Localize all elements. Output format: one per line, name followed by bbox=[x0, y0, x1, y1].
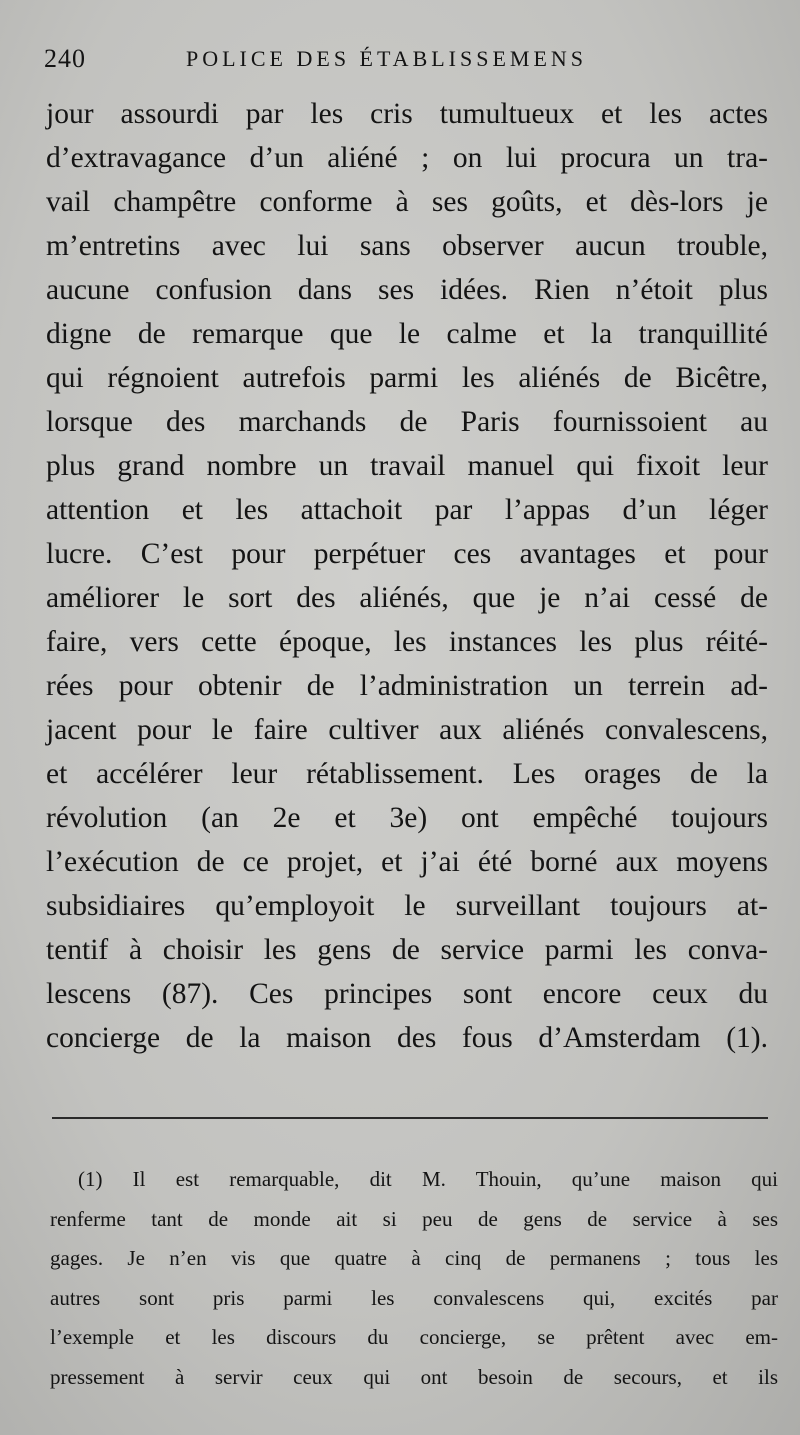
text-line: lescens (87). Ces principes sont encore ceux du bbox=[46, 978, 768, 1010]
text-line: vail champêtre conforme à ses goûts, et dès-lors je bbox=[46, 186, 768, 218]
main-text bbox=[46, 92, 768, 1060]
text-line: révolution (an 2e et 3e) ont empêché toujours bbox=[46, 802, 768, 834]
footnote-line: autres sont pris parmi les convalescens qui, excités par bbox=[50, 1285, 778, 1310]
text-line: jacent pour le faire cultiver aux aliénés convalescens, bbox=[46, 714, 768, 746]
footnote-line: l’exemple et les discours du concierge, se prêtent avec em- bbox=[50, 1325, 778, 1349]
text-line: l’exécution de ce projet, et j’ai été borné aux moyens bbox=[46, 846, 768, 878]
text-line: et accélérer leur rétablissement. Les orages de la bbox=[46, 758, 768, 790]
text-line: lorsque des marchands de Paris fournissoient au bbox=[46, 406, 768, 438]
page-header bbox=[44, 44, 764, 80]
text-line: tentif à choisir les gens de service parmi les conva- bbox=[46, 934, 768, 966]
text-line: concierge de la maison des fous d’Amsterdam (1). bbox=[46, 1022, 768, 1054]
footnote-line: gages. Je n’en vis que quatre à cinq de permanens ; tous les bbox=[50, 1246, 778, 1270]
text-line: subsidiaires qu’employoit le surveillant toujours at- bbox=[46, 890, 768, 922]
text-line: m’entretins avec lui sans observer aucun trouble, bbox=[46, 230, 768, 262]
text-line: d’extravagance d’un aliéné ; on lui procura un tra- bbox=[46, 142, 768, 174]
text-line: jour assourdi par les cris tumultueux et les actes bbox=[46, 98, 768, 130]
text-line: rées pour obtenir de l’administration un terrein ad- bbox=[46, 670, 768, 702]
text-line: lucre. C’est pour perpétuer ces avantages et pour bbox=[46, 538, 768, 570]
text-line: aucune confusion dans ses idées. Rien n’étoit plus bbox=[46, 274, 768, 306]
running-title: POLICE DES ÉTABLISSEMENS bbox=[186, 46, 588, 71]
footnote bbox=[50, 1160, 778, 1397]
text-line: digne de remarque que le calme et la tranquillité bbox=[46, 318, 768, 350]
text-line: faire, vers cette époque, les instances les plus réité- bbox=[46, 626, 768, 658]
text-line: attention et les attachoit par l’appas d’un léger bbox=[46, 494, 768, 526]
footnote-line: renferme tant de monde ait si peu de gens de service à ses bbox=[50, 1206, 778, 1231]
page-number: 240 bbox=[44, 44, 86, 73]
footnote-rule bbox=[52, 1117, 768, 1119]
text-line: améliorer le sort des aliénés, que je n’ai cessé de bbox=[46, 582, 768, 614]
text-line: qui régnoient autrefois parmi les aliénés de Bicêtre, bbox=[46, 362, 768, 394]
footnote-line: pressement à servir ceux qui ont besoin de secours, et ils bbox=[50, 1364, 778, 1389]
footnote-line: (1) Il est remarquable, dit M. Thouin, qu’une maison qui bbox=[78, 1167, 778, 1191]
text-line: plus grand nombre un travail manuel qui fixoit leur bbox=[46, 450, 768, 482]
